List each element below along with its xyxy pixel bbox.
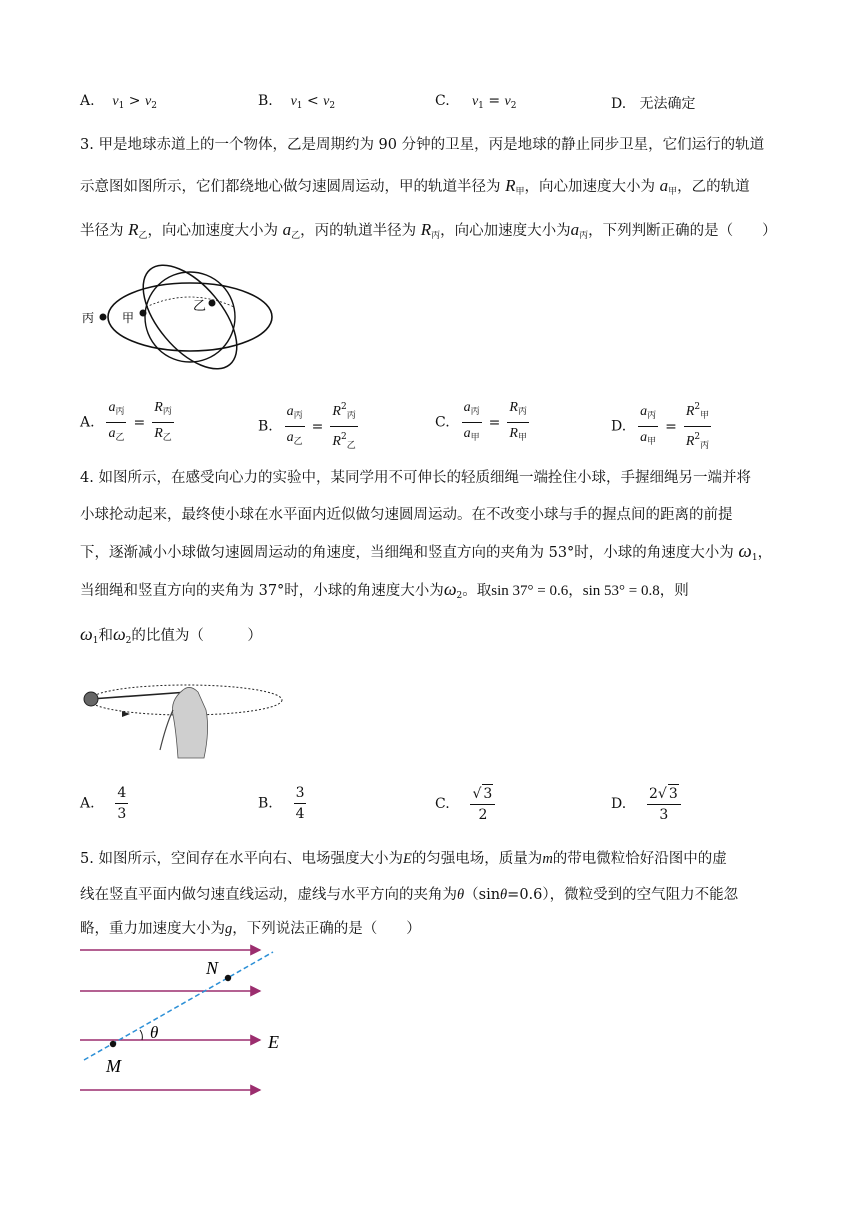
q4-line4: 当细绳和竖直方向的夹角为 37°时，小球的角速度大小为$\omega_2$。取sin 37° = 0.6，sin 53° = 0.8，则	[80, 579, 689, 601]
q3-option-d: D. $\frac{a_丙}{a_甲}$ = $\frac{R^2_甲}{R^2_丙}$	[611, 398, 714, 455]
label-N: N	[206, 958, 219, 978]
bing-dot	[100, 314, 107, 321]
string-tail	[160, 710, 173, 750]
ball	[84, 692, 98, 706]
q3-line3: 半径为 $R_乙$，向心加速度大小为 $a_乙$，丙的轨道半径为 $R_丙$，向心加速度大小为$a_丙$，下列判断正确的是（ ）	[80, 220, 777, 241]
label-E: E	[268, 1032, 279, 1052]
q5-line2: 线在竖直平面内做匀速直线运动，虚线与水平方向的夹角为θ（sinθ=0.6），微粒受到的空气阻力不能忽	[80, 887, 739, 903]
q3-option-b: B. $\frac{a_丙}{a_乙}$ = $\frac{R^2_丙}{R^2_乙}$	[258, 398, 361, 455]
q4-line5: $\omega_1$和$\omega_2$的比值为（ ）	[80, 624, 262, 646]
option-c-top: C. $v_1 = v_2$	[435, 93, 517, 111]
angle-arc	[140, 1030, 142, 1040]
q3-option-c: C. $\frac{a_丙}{a_甲}$ = $\frac{R_丙}{R_甲}$	[435, 400, 527, 443]
q3-line2: 示意图如图所示，它们都绕地心做匀速圆周运动，甲的轨道半径为 $R_甲$，向心加速度大小为 $a_甲$，乙的轨道	[80, 176, 750, 197]
label-theta: θ	[150, 1023, 159, 1042]
jia-dot	[140, 310, 147, 317]
ball-diagram	[78, 670, 288, 760]
q4-line2: 小球抡动起来，最终使小球在水平面内近似做匀速圆周运动。在不改变小球与手的握点间的距离的前提	[80, 507, 733, 523]
q4-option-c: C. $\frac{√ 3}{2}$	[435, 784, 498, 824]
point-M	[110, 1041, 116, 1047]
q4-option-a: A. $\frac{4}{3}$	[80, 785, 127, 822]
orbit-diagram	[80, 255, 280, 385]
q4-line3: 下，逐渐减小小球做匀速圆周运动的角速度，当细绳和竖直方向的夹角为 53°时，小球的角速度大小为 $\omega_1$，	[80, 541, 773, 563]
point-N	[225, 975, 231, 981]
q5-line3: 略，重力加速度大小为g，下列说法正确的是（ ）	[80, 921, 421, 937]
option-d-top: D. 无法确定	[611, 96, 696, 112]
q4-line1: 4. 如图所示，在感受向心力的实验中，某同学用不可伸长的轻质细绳一端拴住小球，手握细绳另一端并将	[80, 470, 751, 486]
yi-dot	[209, 300, 216, 307]
q4-option-b: B. $\frac{3}{4}$	[258, 785, 305, 822]
label-bing: 丙	[82, 311, 95, 325]
label-yi: 乙	[193, 299, 207, 314]
earth-circle	[145, 272, 235, 362]
q5-line1: 5. 如图所示，空间存在水平向右、电场强度大小为E的匀强电场，质量为m的带电微粒恰好沿图中的虚	[80, 851, 727, 867]
hand	[172, 687, 207, 758]
q3-line1: 3. 甲是地球赤道上的一个物体，乙是周期约为 90 分钟的卫星，丙是地球的静止同步卫星，它们运行的轨道	[80, 137, 765, 153]
option-b-top: B. $v_1 < v_2$	[258, 93, 336, 111]
string	[91, 692, 188, 699]
field-diagram	[78, 940, 298, 1100]
q3-option-a: A. $\frac{a_丙}{a_乙}$ = $\frac{R_丙}{R_乙}$	[80, 400, 172, 443]
q4-option-d: D. $\frac{2√ 3}{3}$	[611, 784, 684, 824]
option-a-top: A. $v_1 > v_2$	[80, 93, 157, 111]
label-jia: 甲	[122, 311, 135, 325]
label-M: M	[106, 1056, 121, 1076]
